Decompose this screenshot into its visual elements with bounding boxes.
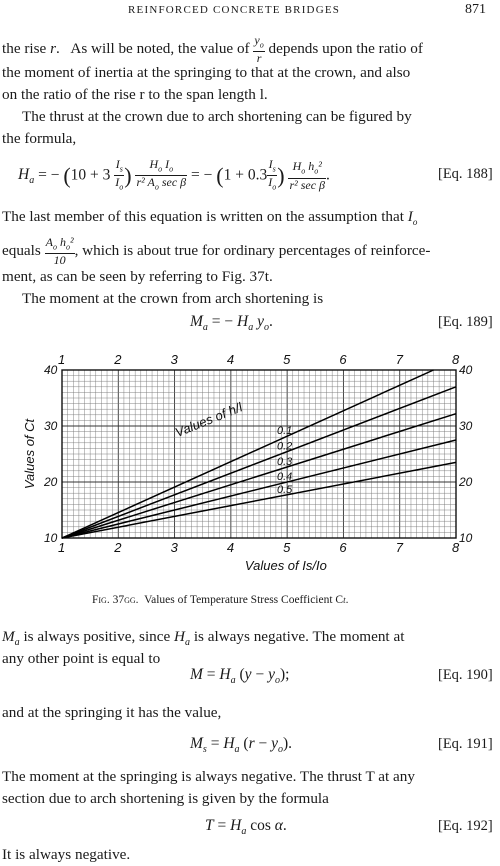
paragraph-line: the formula,	[2, 130, 77, 147]
y-tick-label-right: 40	[459, 363, 473, 377]
paragraph-line: $M_a$ is always positive, since $H_a$ is always negative. The moment at	[2, 628, 405, 649]
series-label: 0.3	[277, 455, 293, 468]
series-label: 0.1	[277, 425, 293, 438]
x-tick-label-bottom: 8	[452, 540, 460, 555]
x-tick-label-bottom: 7	[395, 540, 403, 555]
equation-number: [Eq. 190]	[438, 667, 493, 683]
paragraph-line: The last member of this equation is written on the assumption that $I_o$	[2, 208, 418, 228]
equation-188: $H_a$ = − (10 + 3 $\frac{I_s}{I_o}$ ) $\frac{H_o I_o}{r^2 A_o \sec \beta}$ = − (1 + 0.3 $\frac{I_s}{I_o}$ ) $\frac{H_o h_o^2}{\text{r² sec β}}$ .	[18, 157, 330, 192]
equation-number: [Eq. 191]	[438, 736, 493, 752]
paragraph-line: and at the springing it has the value,	[2, 704, 222, 721]
equation-190: $M = H_a$ $(y - y_o)$;	[190, 666, 290, 687]
paragraph-line: the rise r. As will be noted, the value of $\frac{y_o}{r}$ depends upon the ratio of	[2, 33, 423, 66]
paragraph-line: The moment at the crown from arch shortening is	[22, 290, 324, 307]
equation-191: $M_s = H_a$ $(r - y_o)$.	[190, 735, 293, 756]
x-tick-label-bottom: 6	[339, 540, 347, 555]
running-header: REINFORCED CONCRETE BRIDGES	[128, 4, 341, 16]
figure-caption: Fig. 37gg. Values of Temperature Stress Coefficient Ct.	[92, 594, 349, 606]
x-tick-label-top: 7	[395, 352, 403, 367]
x-tick-label-bottom: 3	[170, 540, 178, 555]
y-tick-label-right: 30	[459, 419, 473, 433]
x-tick-label-bottom: 1	[58, 540, 66, 555]
paragraph-line: on the ratio of the rise r to the span length l.	[2, 86, 268, 103]
y-tick-label-right: 20	[459, 475, 473, 489]
x-tick-label-top: 8	[452, 352, 460, 367]
x-tick-label-top: 3	[170, 352, 178, 367]
paragraph-line: equals $\frac{A_o h_o^2}{10}$ , which is about true for ordinary percentages of reinforce-	[2, 235, 431, 268]
x-axis-label: Values of Is/Io	[244, 558, 327, 573]
series-label: 0.5	[277, 483, 293, 496]
series-group-label: Values of h/l	[172, 399, 245, 440]
y-axis-label: Values of Ct	[22, 418, 37, 490]
equation-192: $T = H_a$ cos α.	[205, 817, 287, 838]
paragraph-line: section due to arch shortening is given by the formula	[2, 790, 329, 807]
temperature-coefficient-chart	[20, 345, 485, 585]
paragraph-line: the moment of inertia at the springing to that at the crown, and also	[2, 64, 411, 81]
y-tick-label-left: 30	[44, 419, 58, 433]
x-tick-label-bottom: 2	[114, 540, 122, 555]
equation-number: [Eq. 189]	[438, 314, 493, 330]
equation-number: [Eq. 188]	[438, 166, 493, 182]
y-tick-label-left: 10	[44, 531, 58, 545]
series-label: 0.2	[277, 440, 293, 453]
x-tick-label-top: 5	[283, 352, 291, 367]
series-label: 0.4	[277, 471, 293, 483]
x-tick-label-top: 6	[339, 352, 347, 367]
paragraph-line: The thrust at the crown due to arch shortening can be figured by	[22, 108, 412, 125]
paragraph-line: any other point is equal to	[2, 650, 161, 667]
page-number: 871	[465, 2, 486, 17]
x-tick-label-top: 4	[226, 352, 235, 367]
x-tick-label-top: 1	[58, 352, 66, 367]
equation-number: [Eq. 192]	[438, 818, 493, 834]
paragraph-line: The moment at the springing is always negative. The thrust T at any	[2, 768, 415, 785]
paragraph-line: It is always negative.	[2, 846, 131, 863]
equation-189: $M_a$ = − $H_a$ $y_o$.	[190, 313, 273, 334]
y-tick-label-left: 40	[44, 363, 58, 377]
y-tick-label-right: 10	[459, 531, 473, 545]
paragraph-line: ment, as can be seen by referring to Fig. 37t.	[2, 268, 273, 285]
x-tick-label-top: 2	[114, 352, 122, 367]
x-tick-label-bottom: 5	[283, 540, 291, 555]
y-tick-label-left: 20	[44, 475, 58, 489]
x-tick-label-bottom: 4	[226, 540, 235, 555]
